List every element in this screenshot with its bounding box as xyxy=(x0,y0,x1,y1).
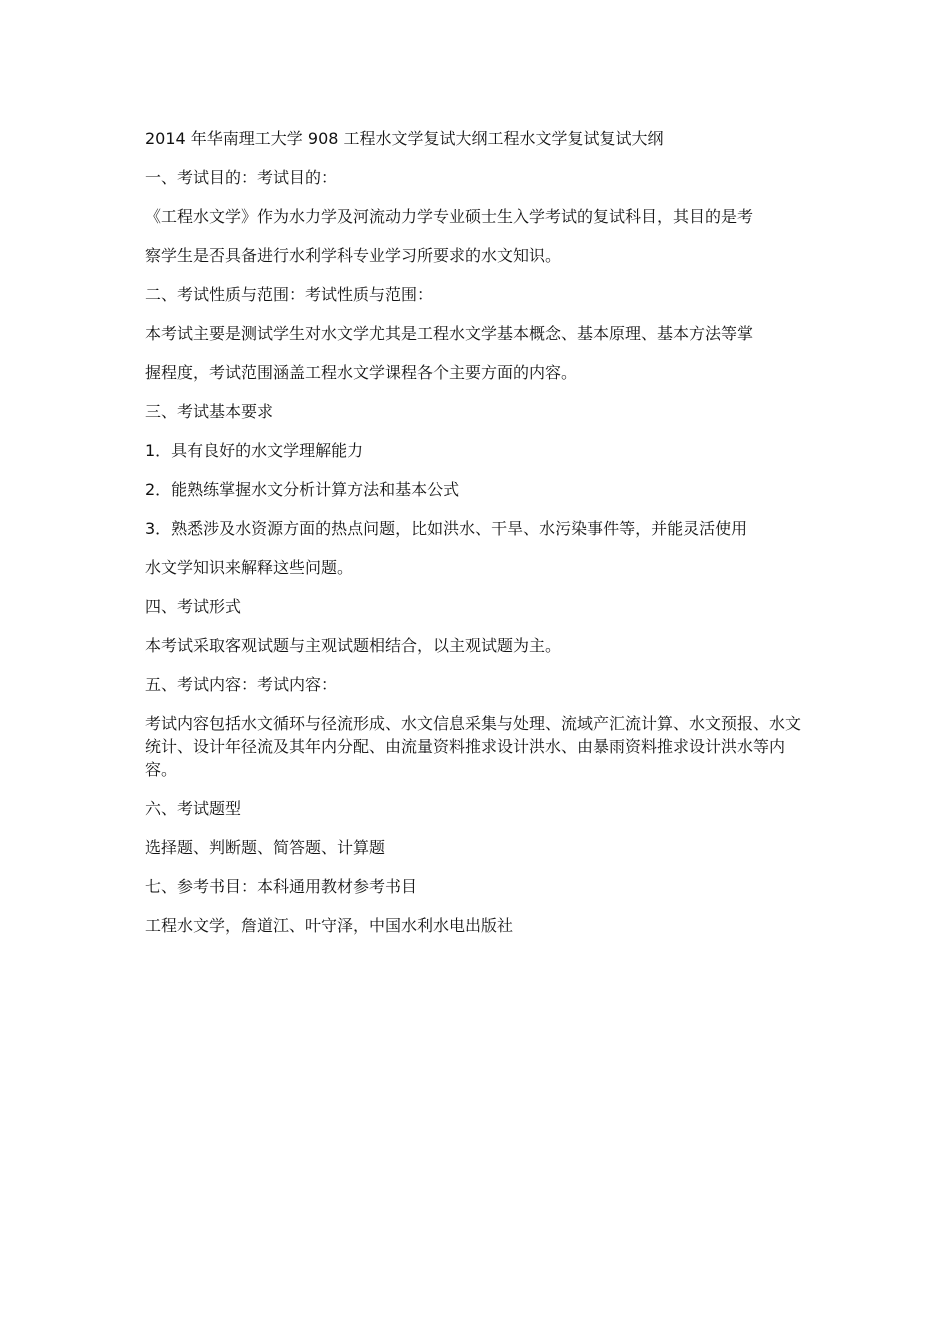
section-heading-content: 五、考试内容：考试内容： xyxy=(145,675,338,694)
paragraph-purpose-1: 《工程水文学》作为水力学及河流动力学专业硕士生入学考试的复试科目，其目的是考 xyxy=(145,207,754,226)
section-heading-purpose: 一、考试目的：考试目的： xyxy=(145,168,338,187)
document-title: 2014 年华南理工大学 908 工程水文学复试大纲工程水文学复试复试大纲 xyxy=(145,129,664,148)
paragraph-question-types: 选择题、判断题、简答题、计算题 xyxy=(145,838,386,857)
paragraph-scope-2: 握程度，考试范围涵盖工程水文学课程各个主要方面的内容。 xyxy=(145,363,578,382)
section-heading-question-types: 六、考试题型 xyxy=(145,799,242,818)
paragraph-format: 本考试采取客观试题与主观试题相结合，以主观试题为主。 xyxy=(145,636,562,655)
section-heading-scope: 二、考试性质与范围：考试性质与范围： xyxy=(145,285,434,304)
paragraph-requirement-3-continued: 水文学知识来解释这些问题。 xyxy=(145,558,354,577)
list-item-requirement-3: 3．熟悉涉及水资源方面的热点问题，比如洪水、干旱、水污染事件等，并能灵活使用 xyxy=(145,519,748,538)
paragraph-scope-1: 本考试主要是测试学生对水文学尤其是工程水文学基本概念、基本原理、基本方法等掌 xyxy=(145,324,754,343)
section-heading-requirements: 三、考试基本要求 xyxy=(145,402,274,421)
section-heading-format: 四、考试形式 xyxy=(145,597,242,616)
section-heading-references: 七、参考书目：本科通用教材参考书目 xyxy=(145,877,418,896)
list-item-requirement-1: 1．具有良好的水文学理解能力 xyxy=(145,441,364,460)
list-item-requirement-2: 2．能熟练掌握水文分析计算方法和基本公式 xyxy=(145,480,460,499)
paragraph-reference-book: 工程水文学，詹道江、叶守泽，中国水利水电出版社 xyxy=(145,916,514,935)
document-page xyxy=(145,127,810,953)
paragraph-purpose-2: 察学生是否具备进行水利学科专业学习所要求的水文知识。 xyxy=(145,246,562,265)
paragraph-content: 考试内容包括水文循环与径流形成、水文信息采集与处理、流域产汇流计算、水文预报、水文统计、设计年径流及其年内分配、由流量资料推求设计洪水、由暴雨资料推求设计洪水等内容。 xyxy=(145,714,802,779)
